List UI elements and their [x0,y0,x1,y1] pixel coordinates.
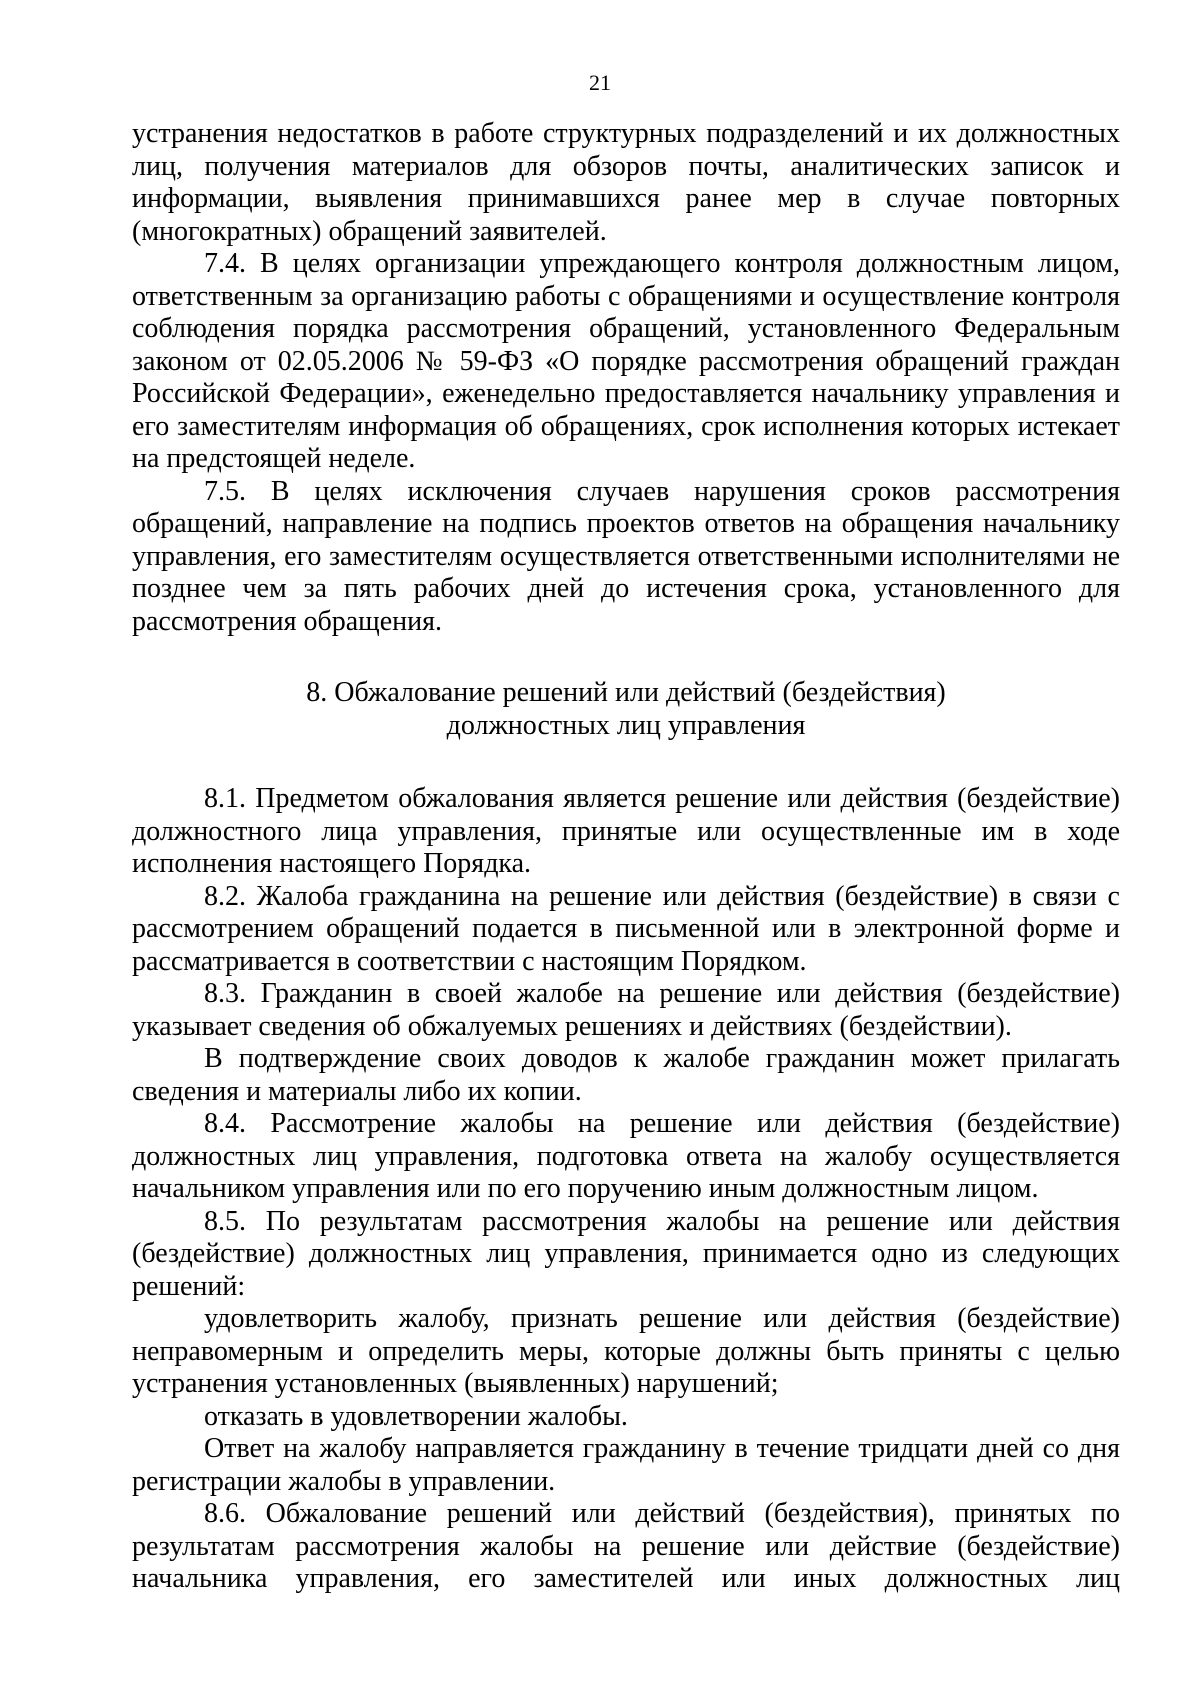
paragraph-continuation: устранения недостатков в работе структурных подразделений и их должностных лиц, получения материалов для обзоров почты, аналитических записок и информации, выявления принимавшихся ранее мер в случае повторных (многократных) обращений заявителей. [132,118,1120,247]
paragraph-8-5: 8.5. По результатам рассмотрения жалобы на решение или действия (бездействие) должностных лиц управления, принимается одно из следующих решений: [132,1205,1120,1302]
paragraph-8-6: 8.6. Обжалование решений или действий (бездействия), принятых по результатам рассмотрения жалобы на решение или действие (бездействие) начальника управления, его заместителей или иных должностных лиц [132,1498,1120,1594]
paragraph-8-5-option-refuse: отказать в удовлетворении жалобы. [204,1400,628,1432]
paragraph-8-1: 8.1. Предметом обжалования является решение или действия (бездействие) должностного лица управления, принятые или осуществленные им в ходе исполнения настоящего Порядка. [132,783,1120,879]
paragraph-8-3: 8.3. Гражданин в своей жалобе на решение или действия (бездействие) указывает сведения об обжалуемых решениях и действиях (бездействии). [132,978,1120,1042]
paragraph-8-2: 8.2. Жалоба гражданина на решение или действия (бездействие) в связи с рассмотрением обращений подается в письменной или в электронной форме и рассматривается в соответствии с настоящим Порядком. [132,880,1120,977]
document-body [132,118,1120,1596]
paragraph-8-4: 8.4. Рассмотрение жалобы на решение или действия (бездействие) должностных лиц управления, подготовка ответа на жалобу осуществляется начальником управления или по его поручению иным должностным лицом. [132,1108,1120,1204]
section-heading-line-2: должностных лиц управления [446,710,806,741]
page-number: 21 [589,70,611,95]
paragraph-8-5-option-satisfy: удовлетворить жалобу, признать решение или действия (бездействие) неправомерным и определить меры, которые должны быть приняты с целью устранения установленных (выявленных) нарушений; [132,1303,1120,1399]
section-heading-line-1: 8. Обжалование решений или действий (бездействия) [306,677,946,708]
paragraph-7-4: 7.4. В целях организации упреждающего контроля должностным лицом, ответственным за организацию работы с обращениями и осуществление контроля соблюдения порядка рассмотрения обращений, установленного Федеральным законом от 02.05.2006 № 59-ФЗ «О порядке рассмотрения обращений граждан Российской Федерации», еженедельно предоставляется начальнику управления и его заместителям информация об обращениях, срок исполнения которых истекает на предстоящей неделе. [132,248,1120,474]
paragraph-7-5: 7.5. В целях исключения случаев нарушения сроков рассмотрения обращений, направление на подпись проектов ответов на обращения начальнику управления, его заместителям осуществляется ответственными исполнителями не позднее чем за пять рабочих дней до истечения срока, установленного для рассмотрения обращения. [132,475,1120,637]
paragraph-8-3-evidence: В подтверждение своих доводов к жалобе гражданин может прилагать сведения и материалы либо их копии. [132,1043,1120,1107]
paragraph-8-5-response: Ответ на жалобу направляется гражданину в течение тридцати дней со дня регистрации жалобы в управлении. [132,1433,1120,1497]
section-heading [132,676,1120,742]
